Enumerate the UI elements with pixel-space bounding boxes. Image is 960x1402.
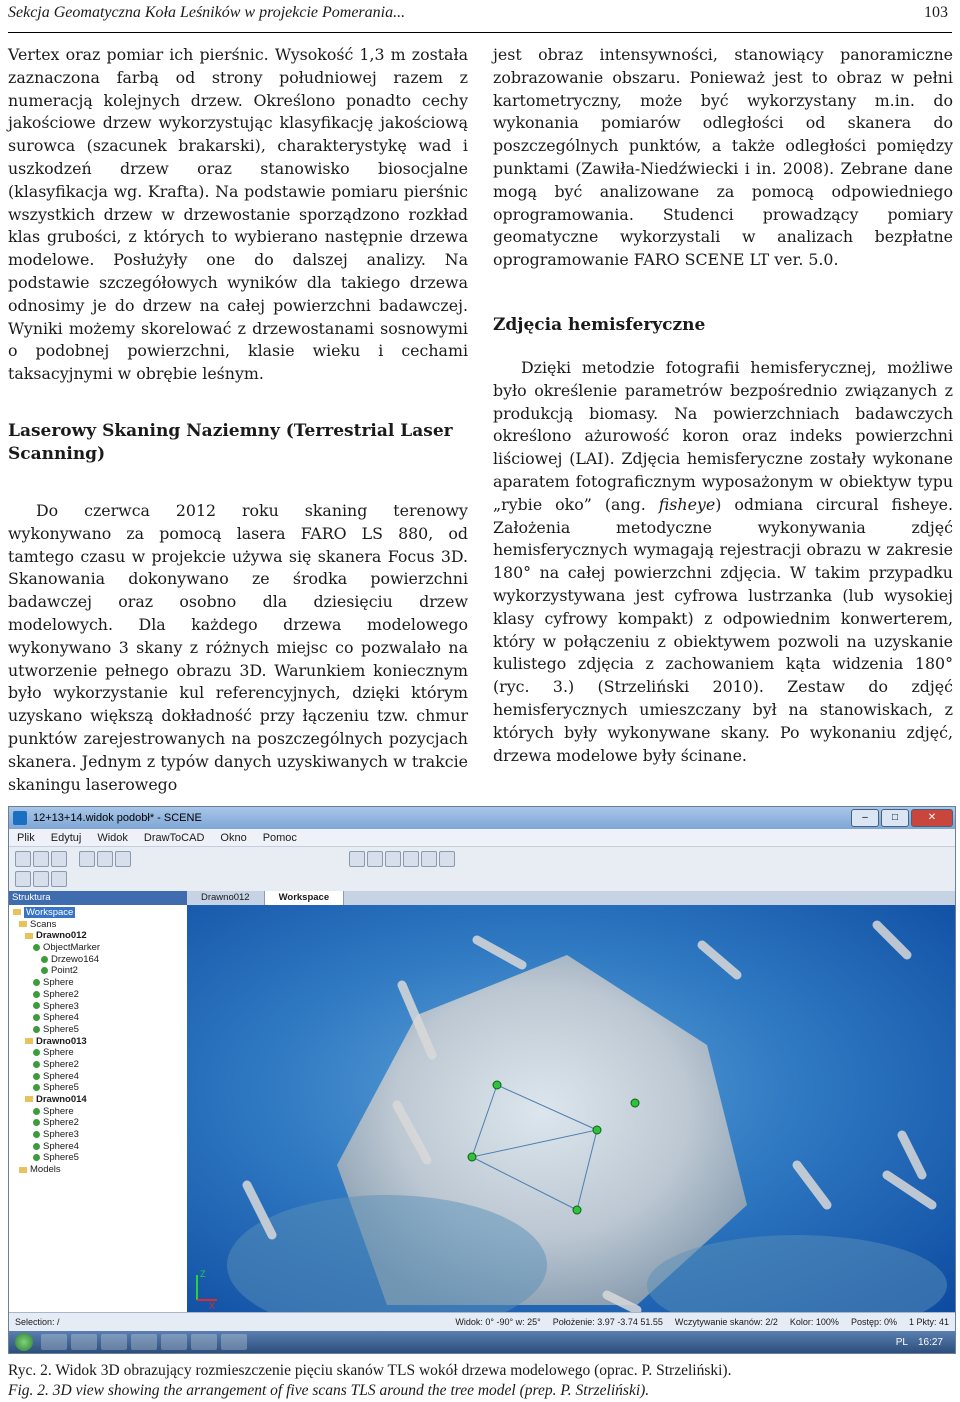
taskbar-app[interactable] — [161, 1334, 187, 1350]
tree-item[interactable]: Sphere5 — [11, 1152, 187, 1164]
maximize-icon[interactable]: □ — [881, 809, 909, 827]
sphere-icon — [33, 1049, 40, 1056]
section-heading-hemispherical: Zdjęcia hemisferyczne — [493, 314, 706, 335]
fisheye-term: fisheye — [658, 494, 716, 514]
taskbar-app[interactable] — [71, 1334, 97, 1350]
sphere-icon — [33, 1002, 40, 1009]
caption-english: Fig. 2. 3D view showing the arrangement of five scans TLS around the tree model (prep. P. Strzeliński). — [8, 1382, 650, 1399]
tree-item[interactable]: Sphere — [11, 1047, 187, 1059]
minimize-icon[interactable]: – — [851, 809, 879, 827]
status-bar — [9, 1312, 955, 1331]
sphere-icon — [33, 1154, 40, 1161]
right-column — [493, 44, 953, 767]
tree-item[interactable]: Sphere3 — [11, 1129, 187, 1141]
toolbar-button[interactable] — [51, 871, 67, 887]
tree-item[interactable]: Sphere3 — [11, 1001, 187, 1013]
sphere-icon — [33, 1061, 40, 1068]
taskbar-app[interactable] — [101, 1334, 127, 1350]
menu-okno[interactable]: Okno — [220, 831, 247, 844]
page-number: 103 — [924, 4, 948, 21]
sphere-icon — [33, 991, 40, 998]
tab-drawno012[interactable]: Drawno012 — [187, 891, 265, 905]
taskbar-app[interactable] — [41, 1334, 67, 1350]
tree-item[interactable]: Sphere4 — [11, 1012, 187, 1024]
tree-item[interactable]: Sphere5 — [11, 1082, 187, 1094]
figure-caption — [8, 1361, 954, 1401]
sphere-icon — [41, 956, 48, 963]
tree-item[interactable]: Sphere4 — [11, 1141, 187, 1153]
tree-item[interactable]: Sphere — [11, 1106, 187, 1118]
toolbar-button[interactable] — [51, 851, 67, 867]
sphere-icon — [33, 1014, 40, 1021]
axis-gizmo — [197, 1269, 217, 1311]
section-heading-tls: Laserowy Skaning Naziemny (Terrestrial Laser Scanning) — [8, 420, 453, 464]
sphere-icon — [33, 979, 40, 986]
tree-item[interactable]: Sphere4 — [11, 1071, 187, 1083]
toolbar-button[interactable] — [33, 851, 49, 867]
toolbar — [9, 847, 955, 892]
folder-icon — [25, 933, 33, 939]
sphere-icon — [33, 1073, 40, 1080]
sphere-icon — [41, 967, 48, 974]
taskbar-app[interactable] — [191, 1334, 217, 1350]
status-view: Widok: 0° -90° w: 25° — [455, 1317, 541, 1327]
window-title: 12+13+14.widok podobł* - SCENE — [33, 812, 202, 824]
status-color: Kolor: 100% — [789, 1317, 839, 1327]
sphere-icon — [33, 1143, 40, 1150]
tree-item[interactable]: Sphere2 — [11, 1117, 187, 1129]
3d-point-cloud-view[interactable] — [187, 905, 955, 1313]
sphere-icon — [33, 1108, 40, 1115]
sphere-icon — [33, 1084, 40, 1091]
close-icon[interactable]: ✕ — [911, 809, 953, 827]
tree-item[interactable]: Drawno012 — [11, 930, 187, 942]
tree-item[interactable]: Drawno013 — [11, 1036, 187, 1048]
svg-text:X: X — [209, 1301, 216, 1311]
folder-icon — [19, 1167, 27, 1173]
structure-panel — [9, 891, 188, 1313]
point-cloud-render — [187, 905, 947, 1313]
right-paragraph-1: jest obraz intensywności, stanowiący panoramiczne zobrazowanie obszaru. Ponieważ jest to obraz w pełni kartometryczny, może być wykorzystany m.in. do wykonania pomiarów odległości od skanera do poszczególnych punktów, a także odległości pomiędzy punktami (Zawiła-Niedźwiecki i in. 2008). Zebrane dane mogą być analizowane za pomocą odpowiedniego oprogramowania. Studenci prowadzący pomiary geomatyczne wykorzystali w analizach bezpłatne oprogramowanie FARO SCENE LT ver. 5.0. — [493, 45, 953, 270]
running-title: Sekcja Geomatyczna Koła Leśników w projekcie Pomerania... — [8, 4, 406, 21]
work-area — [9, 891, 955, 1313]
running-header — [8, 0, 952, 33]
tree-item[interactable]: Sphere2 — [11, 1059, 187, 1071]
folder-icon — [13, 909, 21, 915]
panel-title: Struktura — [9, 891, 187, 905]
menu-edytuj[interactable]: Edytuj — [50, 831, 82, 844]
sphere-icon — [33, 1119, 40, 1126]
right-paragraph-2: Dzięki metodzie fotografii hemisferycznej, możliwe było określenie parametrów bezpośrednio związanych z produkcją biomasy. Na powierzchniach badawczych określono ażurowość koron oraz indeks powierzchni liściowej (LAI). Zdjęcia hemisferyczne zostały wykonane aparatem fotograficznym wyposażonym w obiektyw typu „rybie oko” (ang. fisheye) odmiana circural fisheye. Założenia metodyczne wykonywania zdjęć hemisferycznych wymagają rejestracji obrazu w zakresie 180° na całej powierzchni zdjęcia. W takim przypadku wykorzystywana jest cyfrowa lustrzanka (lub wysokiej klasy cyfrowy kompakt) z odpowiednim konwerterem, który w połączeniu z obiektywem pozwoli na uzyskanie kulistego zdjęcia z zachowaniem kąta widzenia 180° (ryc. 3.) (Strzeliński 2010). Zestaw do zdjęć hemisferycznych umieszczany był na stanowiskach, z których były wykonywane skany. Po wykonaniu zdjęć, drzewa modelowe były ścinane. — [493, 357, 953, 765]
menu-pomoc[interactable]: Pomoc — [262, 831, 297, 844]
os-taskbar — [9, 1331, 955, 1353]
toolbar-button[interactable] — [385, 851, 401, 867]
figure-scene-screenshot — [8, 806, 956, 1354]
taskbar-app[interactable] — [131, 1334, 157, 1350]
menu-drawtocad[interactable]: DrawToCAD — [143, 831, 205, 844]
toolbar-button[interactable] — [97, 851, 113, 867]
structure-tree — [9, 905, 187, 1176]
status-points: 1 Pkty: 41 — [908, 1317, 949, 1327]
folder-icon — [25, 1096, 33, 1102]
tree-item[interactable]: Models — [11, 1164, 187, 1176]
toolbar-button[interactable] — [15, 851, 31, 867]
start-button-icon[interactable] — [15, 1333, 33, 1351]
tree-item[interactable]: ObjectMarker — [11, 942, 187, 954]
status-selection: Selection: / — [15, 1317, 60, 1327]
view-tabs — [187, 891, 955, 905]
taskbar-language[interactable]: PL — [895, 1336, 908, 1348]
toolbar-button[interactable] — [439, 851, 455, 867]
toolbar-button[interactable] — [115, 851, 131, 867]
sphere-icon — [33, 1026, 40, 1033]
status-progress: Postęp: 0% — [850, 1317, 897, 1327]
toolbar-button[interactable] — [79, 851, 95, 867]
left-paragraph-1: Vertex oraz pomiar ich pierśnic. Wysokość 1,3 m została zaznaczona farbą od strony południowej razem z numeracją kolejnych drzew. Określono ponadto cechy jakościowe drzew wykorzystując klasyfikację jakościową surowca (szacunek brakarski), charakterystykę wad i uszkodzeń drzew oraz stanowisko biosocjalne (klasyfikacja wg. Krafta). Na podstawie pomiaru pierśnic wszystkich drzew w drzewostanie sporządzono rozkład klas grubości, z których to wybierano następnie drzewa modelowe. Posłużyły one do dalszej analizy. Na podstawie szczegółowych wyników dla takiego drzewa odnosimy je do drzew na całej powierzchni badawczej. Wyniki możemy skorelować z drzewostanami sosnowymi o podobnej powierzchni, klasie wieku i cechami taksacyjnymi w obrębie leśnym. — [8, 45, 468, 384]
sphere-icon — [33, 1131, 40, 1138]
folder-icon — [19, 921, 27, 927]
folder-icon — [25, 1038, 33, 1044]
status-scan-loading: Wczytywanie skanów: 2/2 — [674, 1317, 778, 1327]
toolbar-button[interactable] — [403, 851, 419, 867]
left-column — [8, 44, 468, 796]
app-icon — [13, 811, 27, 825]
tree-item[interactable]: Sphere — [11, 977, 187, 989]
toolbar-button[interactable] — [15, 871, 31, 887]
left-paragraph-2: Do czerwca 2012 roku skaning terenowy wykonywano za pomocą lasera FARO LS 880, od tamtego czasu w projekcie używa się skanera Focus 3D. Skanowania dokonywano ze środka powierzchni badawczej oraz osobno dla dziesięciu drzew modelowych. Dla każdego drzewa modelowego wykonywano 3 skany z różnych miejsc co pozwalało na utworzenie pełnego obrazu 3D. Warunkiem koniecznym było wykorzystanie kul referencyjnych, dzięki którym uzyskano większą dokładność przy łączeniu tzw. chmur punktów zarejestrowanych na poszczególnych pozycjach skanera. Jednym z typów danych uzyskiwanych w trakcie skaningu laserowego — [8, 500, 468, 794]
toolbar-button[interactable] — [421, 851, 437, 867]
svg-text:Z: Z — [200, 1269, 206, 1279]
tree-item[interactable]: Drzewo164 — [11, 954, 187, 966]
toolbar-button[interactable] — [33, 871, 49, 887]
taskbar-app[interactable] — [221, 1334, 247, 1350]
tree-item[interactable]: Sphere5 — [11, 1024, 187, 1036]
menu-widok[interactable]: Widok — [97, 831, 128, 844]
caption-polish: Ryc. 2. Widok 3D obrazujący rozmieszczenie pięciu skanów TLS wokół drzewa modelowego (oprac. P. Strzeliński). — [8, 1362, 732, 1379]
menu-plik[interactable]: Plik — [17, 831, 35, 844]
tree-item[interactable]: Drawno014 — [11, 1094, 187, 1106]
status-position: Położenie: 3.97 -3.74 51.55 — [552, 1317, 663, 1327]
tree-item[interactable]: Sphere2 — [11, 989, 187, 1001]
toolbar-button[interactable] — [367, 851, 383, 867]
tree-item[interactable]: Workspace — [11, 907, 187, 919]
window-titlebar — [9, 807, 955, 829]
taskbar-clock[interactable]: 16:27 — [917, 1336, 943, 1348]
menubar — [9, 829, 955, 847]
tree-item[interactable]: Point2 — [11, 965, 187, 977]
marker-icon — [33, 944, 40, 951]
tab-workspace[interactable]: Workspace — [265, 891, 345, 905]
toolbar-button[interactable] — [349, 851, 365, 867]
tree-item[interactable]: Scans — [11, 919, 187, 931]
